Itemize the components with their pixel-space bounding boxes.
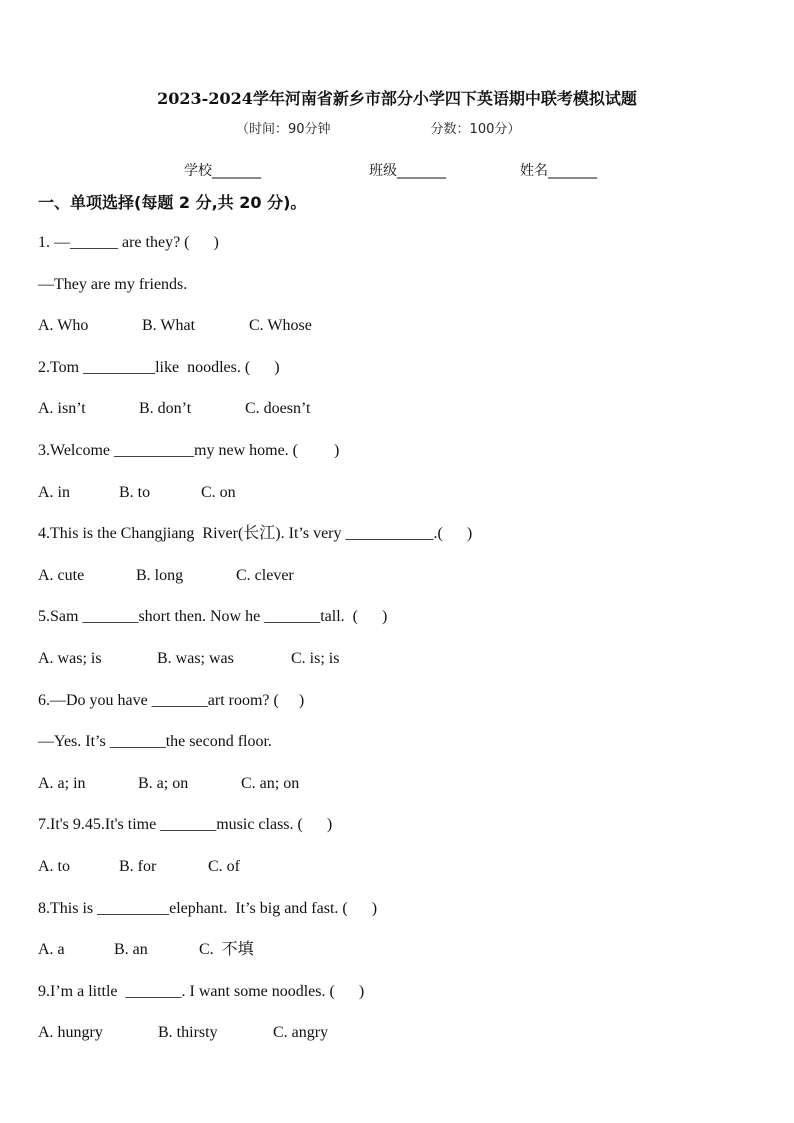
option-c: C. 不填 (199, 941, 254, 959)
question-stem: 2.Tom _________like noodles. ( ) (38, 358, 280, 376)
school-field: 学校_______ (184, 163, 261, 179)
question-stem-continued: —Yes. It’s _______the second floor. (38, 733, 272, 751)
question-options (38, 1016, 758, 1058)
question-options (38, 850, 758, 892)
option-c: C. is; is (291, 649, 340, 667)
option-a: A. was; is (38, 649, 102, 667)
question-options (38, 392, 758, 434)
question-stem: 4.This is the Changjiang River(长江). It’s very ___________.( ) (38, 525, 473, 543)
question-stem: 5.Sam _______short then. Now he _______tall. ( ) (38, 608, 388, 626)
option-a: A. in (38, 483, 70, 501)
question-stem: 1. —______ are they? ( ) (38, 234, 219, 251)
option-c: C. of (208, 857, 240, 875)
option-a: A. a; in (38, 774, 86, 792)
option-c: C. clever (236, 566, 294, 584)
option-b: B. an (114, 941, 148, 959)
option-b: B. don’t (139, 400, 192, 418)
exam-meta (236, 118, 520, 137)
question-options (38, 767, 758, 809)
option-b: B. was; was (157, 649, 234, 667)
option-b: B. to (119, 483, 151, 501)
option-c: C. an; on (241, 774, 300, 792)
exam-time: （时间：90分钟 (236, 122, 331, 137)
option-a: A. Who (38, 317, 89, 335)
option-c: C. doesn’t (245, 400, 311, 418)
question-options (38, 933, 758, 975)
exam-title: 2023-2024学年河南省新乡市部分小学四下英语期中联考模拟试题 (157, 89, 637, 108)
exam-score: 分数：100分） (430, 122, 521, 137)
option-b: B. What (142, 317, 196, 335)
option-c: C. on (201, 483, 236, 501)
option-a: A. to (38, 857, 70, 875)
question-list (38, 226, 758, 1058)
option-b: B. a; on (138, 774, 189, 792)
option-b: B. long (136, 566, 184, 584)
section-title: 一、单项选择(每题 2 分,共 20 分)。 (38, 193, 307, 212)
question-options (38, 559, 758, 601)
question-stem: 8.This is _________elephant. It’s big and fast. ( ) (38, 899, 378, 917)
option-a: A. hungry (38, 1024, 103, 1042)
option-b: B. for (119, 857, 157, 875)
option-b: B. thirsty (158, 1024, 218, 1042)
student-info-row (0, 160, 794, 182)
name-field: 姓名_______ (520, 163, 597, 179)
option-c: C. angry (273, 1024, 329, 1042)
question-options (38, 642, 758, 684)
question-stem: 9.I’m a little _______. I want some noodles. ( ) (38, 982, 365, 1000)
question-options (38, 309, 758, 351)
question-stem: 3.Welcome __________my new home. ( ) (38, 441, 340, 459)
option-a: A. a (38, 941, 65, 959)
question-options (38, 476, 758, 518)
question-stem: 7.It's 9.45.It's time _______music class. ( ) (38, 816, 333, 834)
class-field: 班级_______ (369, 163, 446, 179)
option-a: A. isn’t (38, 400, 86, 418)
question-stem: 6.—Do you have _______art room? ( ) (38, 691, 305, 709)
option-a: A. cute (38, 566, 85, 584)
question-stem-continued: —They are my friends. (38, 275, 188, 293)
option-c: C. Whose (249, 317, 312, 335)
